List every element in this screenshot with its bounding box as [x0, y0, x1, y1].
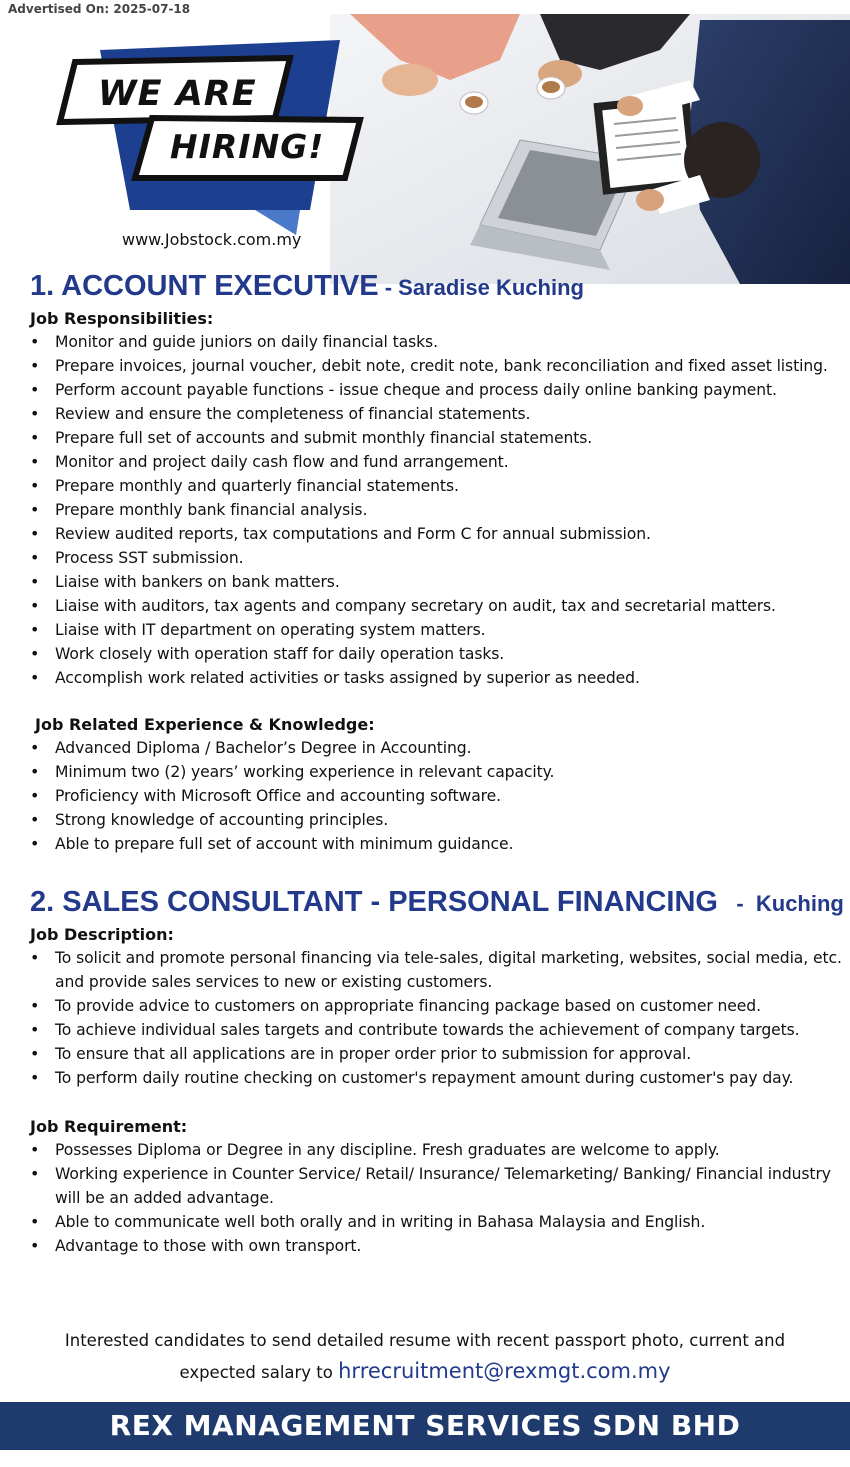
list-item: • Work closely with operation staff for daily operation tasks.	[30, 642, 845, 666]
list-item: • Prepare monthly and quarterly financial statements.	[30, 474, 845, 498]
spacer	[30, 856, 845, 884]
spacer	[30, 1090, 845, 1114]
instructions-line2	[0, 1356, 850, 1388]
coffee-cup-icon	[537, 77, 565, 99]
job2-requirement-list	[30, 1138, 845, 1258]
coffee-cup-icon	[460, 92, 488, 114]
list-item: • Strong knowledge of accounting principles.	[30, 808, 845, 832]
application-instructions	[0, 1326, 850, 1388]
list-item: • To perform daily routine checking on customer's repayment amount during customer's pay day.	[30, 1066, 845, 1090]
advertised-date: Advertised On: 2025-07-18	[4, 2, 194, 16]
list-item: • Liaise with bankers on bank matters.	[30, 570, 845, 594]
job2-requirement-heading: Job Requirement:	[30, 1117, 188, 1136]
list-item: • Monitor and guide juniors on daily financial tasks.	[30, 330, 845, 354]
list-item: • To ensure that all applications are in proper order prior to submission for approval.	[30, 1042, 845, 1066]
company-name-bar: REX MANAGEMENT SERVICES SDN BHD	[0, 1402, 850, 1450]
banner-hiring: HIRING!	[170, 127, 325, 166]
list-item: • Able to prepare full set of account with minimum guidance.	[30, 832, 845, 856]
job2-description-heading: Job Description:	[30, 925, 174, 944]
list-item: • Prepare invoices, journal voucher, debit note, credit note, bank reconciliation and fixed asset listing.	[30, 354, 845, 378]
job1-title-text: 1. ACCOUNT EXECUTIVE	[30, 270, 379, 302]
hero-banner	[0, 0, 850, 284]
job2-description-list	[30, 946, 845, 1090]
list-item: • Advanced Diploma / Bachelor’s Degree in Accounting.	[30, 736, 845, 760]
instructions-line1: Interested candidates to send detailed resume with recent passport photo, current and	[64, 1331, 786, 1350]
job2-location: - Kuching	[717, 891, 844, 916]
list-item: • Proficiency with Microsoft Office and accounting software.	[30, 784, 845, 808]
list-item: • Minimum two (2) years’ working experience in relevant capacity.	[30, 760, 845, 784]
email-link[interactable]: hrrecruitment@rexmgt.com.my	[338, 1359, 671, 1383]
website-url[interactable]: www.Jobstock.com.my	[122, 230, 302, 249]
list-item: • Monitor and project daily cash flow and fund arrangement.	[30, 450, 845, 474]
job1-experience-heading: Job Related Experience & Knowledge:	[35, 715, 375, 734]
job1-title	[30, 268, 845, 306]
list-item: • Process SST submission.	[30, 546, 845, 570]
job1-responsibilities-list	[30, 330, 845, 690]
instructions-prefix: expected salary to	[179, 1363, 339, 1382]
job1-experience-list	[30, 736, 845, 856]
job2-title-text: 2. SALES CONSULTANT - PERSONAL FINANCING	[30, 886, 718, 918]
list-item: • Possesses Diploma or Degree in any discipline. Fresh graduates are welcome to apply.	[30, 1138, 845, 1162]
list-item: • Prepare monthly bank financial analysis.	[30, 498, 845, 522]
list-item: • Review audited reports, tax computations and Form C for annual submission.	[30, 522, 845, 546]
list-item: • Liaise with auditors, tax agents and company secretary on audit, tax and secretarial matters.	[30, 594, 845, 618]
banner-we-are: WE ARE	[98, 74, 257, 114]
list-item: • To achieve individual sales targets and contribute towards the achievement of company targets.	[30, 1018, 845, 1042]
job1-location: - Saradise Kuching	[378, 275, 584, 300]
list-item: • Able to communicate well both orally and in writing in Bahasa Malaysia and English.	[30, 1210, 845, 1234]
list-item: • Review and ensure the completeness of financial statements.	[30, 402, 845, 426]
spacer	[30, 690, 845, 712]
job2-title	[30, 884, 845, 922]
list-item: • Liaise with IT department on operating system matters.	[30, 618, 845, 642]
list-item: • To solicit and promote personal financing via tele-sales, digital marketing, websites, social media, etc. and provide sales services to new or existing customers.	[30, 946, 845, 994]
list-item: • Working experience in Counter Service/ Retail/ Insurance/ Telemarketing/ Banking/ Financial industry will be an added advantage.	[30, 1162, 845, 1210]
list-item: • To provide advice to customers on appropriate financing package based on customer need.	[30, 994, 845, 1018]
job1-responsibilities-heading: Job Responsibilities:	[30, 309, 214, 328]
job-listings	[30, 268, 845, 1258]
list-item: • Prepare full set of accounts and submit monthly financial statements.	[30, 426, 845, 450]
list-item: • Perform account payable functions - issue cheque and process daily online banking payment.	[30, 378, 845, 402]
list-item: • Accomplish work related activities or tasks assigned by superior as needed.	[30, 666, 845, 690]
list-item: • Advantage to those with own transport.	[30, 1234, 845, 1258]
